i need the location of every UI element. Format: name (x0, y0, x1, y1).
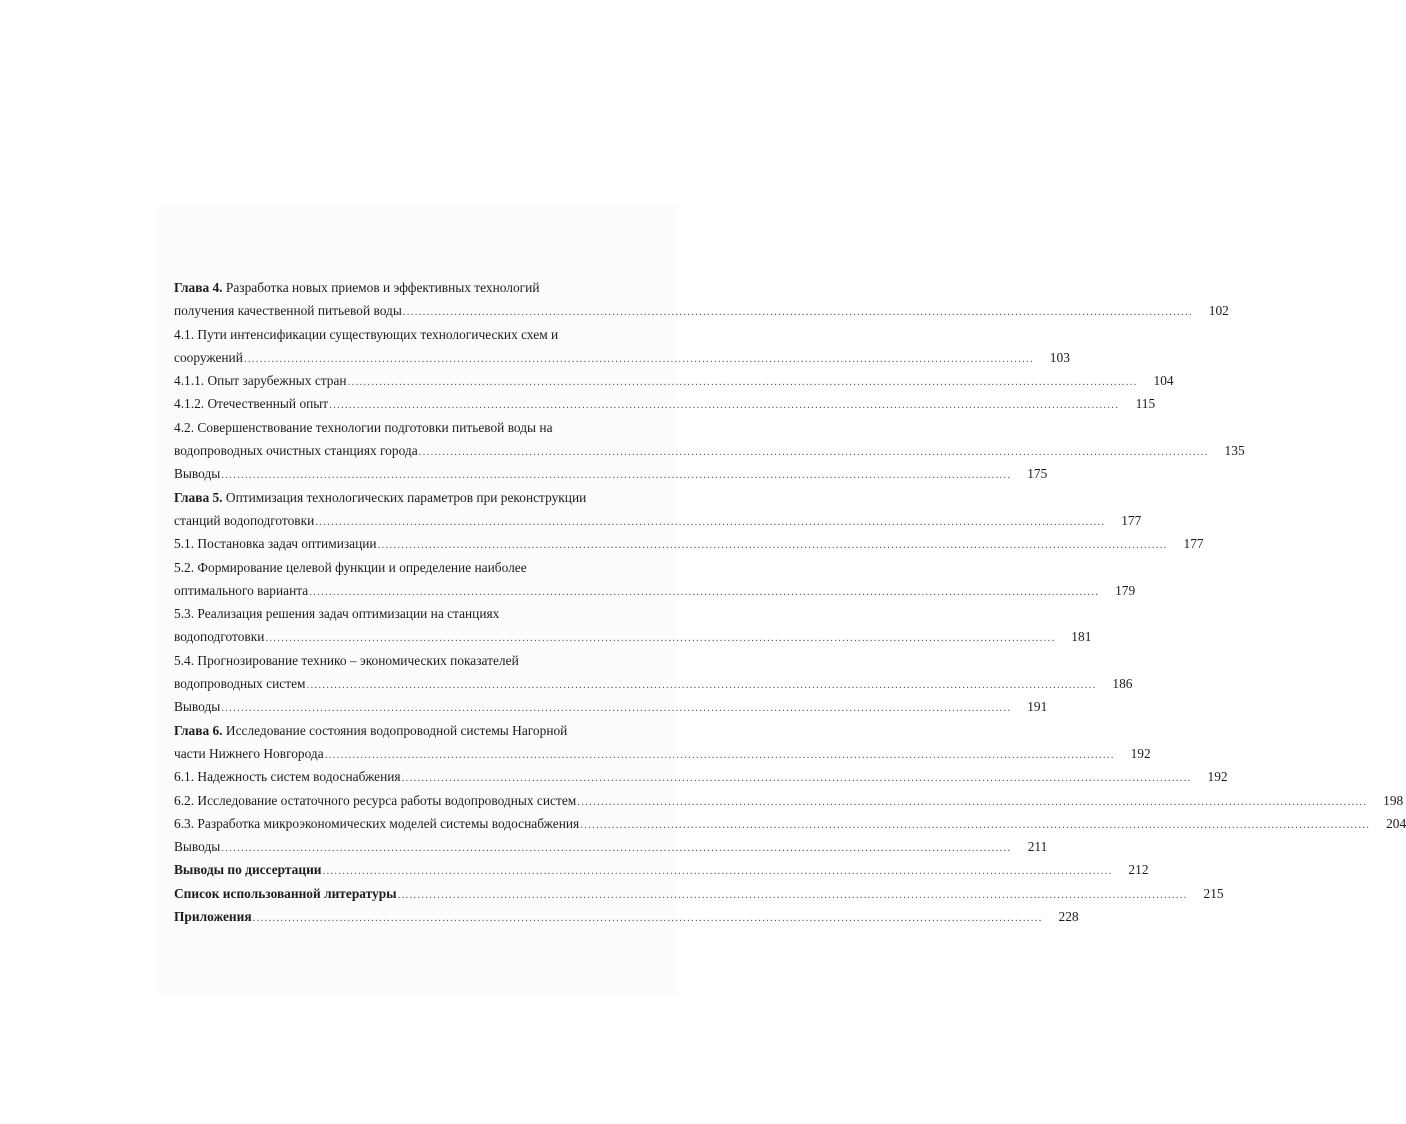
toc-entry (174, 346, 1070, 369)
toc-entry (174, 789, 1404, 812)
toc-entry-text: оптимального варианта (174, 582, 309, 598)
dot-leader: ........................................................................................................................................................................................................ (322, 865, 1113, 878)
toc-entry-title (174, 695, 220, 718)
toc-page-number: 228 (1058, 909, 1079, 925)
toc-entry (174, 416, 640, 439)
toc-page-number: 175 (1027, 466, 1048, 482)
toc-entry (174, 695, 1048, 718)
dot-leader: ........................................................................................................................................................................................................ (252, 912, 1043, 925)
toc-entry-title (174, 299, 402, 322)
toc-entry-title (174, 858, 322, 881)
toc-entry (174, 602, 640, 625)
toc-page-number: 104 (1153, 373, 1174, 389)
toc-entry (174, 765, 1228, 788)
toc-entry-title (174, 276, 540, 299)
toc-entry-title (174, 719, 567, 742)
toc-entry-text: 6.1. Надежность систем водоснабжения (174, 769, 401, 785)
toc-page-number: 181 (1071, 629, 1092, 645)
toc-entry-text: Разработка новых приемов и эффективных технологий (222, 280, 540, 295)
toc-entry-title (174, 416, 553, 439)
toc-entry-title (174, 649, 519, 672)
toc-entry (174, 276, 640, 299)
toc-page-number: 191 (1027, 699, 1048, 715)
toc-entry (174, 556, 640, 579)
toc-entry (174, 882, 1224, 905)
dot-leader: ........................................................................................................................................................................................................ (397, 888, 1188, 901)
toc-entry (174, 323, 640, 346)
toc-entry-title (174, 486, 586, 509)
toc-page-number: 211 (1027, 839, 1048, 855)
table-of-contents (174, 276, 1406, 928)
dot-leader: ........................................................................................................................................................................................................ (418, 446, 1209, 459)
dot-leader: ........................................................................................................................................................................................................ (329, 399, 1120, 412)
toc-entry-title (174, 765, 401, 788)
toc-entry-text: 4.1.2. Отечественный опыт (174, 396, 329, 412)
toc-entry-bold-label: Приложения (174, 909, 252, 925)
toc-entry-title (174, 392, 328, 415)
toc-entry-text: получения качественной питьевой воды (174, 303, 402, 319)
toc-entry (174, 719, 640, 742)
toc-page-number: 103 (1049, 349, 1070, 365)
toc-page-number: 135 (1224, 443, 1245, 459)
dot-leader: ........................................................................................................................................................................................................ (377, 539, 1168, 552)
toc-page-number: 212 (1128, 862, 1149, 878)
toc-entry-text: 5.2. Формирование целевой функции и определение наиболее (174, 559, 527, 575)
dot-leader: ........................................................................................................................................................................................................ (221, 702, 1012, 715)
toc-entry-text: водопроводных очистных станциях города (174, 443, 418, 459)
toc-page-number: 179 (1115, 582, 1136, 598)
toc-entry (174, 812, 1406, 835)
toc-entry-title (174, 789, 576, 812)
toc-entry-text: 4.1. Пути интенсификации существующих технологических схем и (174, 326, 559, 342)
dot-leader: ........................................................................................................................................................................................................ (309, 585, 1100, 598)
dot-leader: ........................................................................................................................................................................................................ (315, 515, 1106, 528)
toc-entry-title (174, 579, 308, 602)
dot-leader: ........................................................................................................................................................................................................ (306, 679, 1097, 692)
dot-leader: ........................................................................................................................................................................................................ (221, 469, 1012, 482)
toc-entry-title (174, 439, 418, 462)
toc-entry-title (174, 812, 579, 835)
toc-entry (174, 579, 1136, 602)
toc-entry-text: Исследование состояния водопроводной системы Нагорной (222, 722, 568, 738)
toc-entry (174, 672, 1133, 695)
toc-page-number: 177 (1121, 512, 1142, 528)
dot-leader: ........................................................................................................................................................................................................ (265, 632, 1056, 645)
toc-entry (174, 392, 1156, 415)
toc-entry (174, 858, 1149, 881)
dot-leader: ........................................................................................................................................................................................................ (580, 818, 1371, 831)
toc-entry-text: водопроводных систем (174, 676, 306, 692)
toc-entry (174, 649, 640, 672)
toc-entry-title (174, 672, 306, 695)
toc-entry (174, 299, 1229, 322)
toc-entry-title (174, 369, 347, 392)
toc-entry-text: Выводы (174, 466, 221, 482)
toc-entry-title (174, 882, 397, 905)
toc-entry-title (174, 509, 314, 532)
toc-entry-text: части Нижнего Новгорода (174, 745, 324, 761)
toc-entry-title (174, 742, 324, 765)
toc-entry-text: Выводы (174, 839, 221, 855)
toc-entry-bold-label: Глава 5. (174, 489, 223, 505)
toc-entry-title (174, 556, 527, 579)
toc-entry-title (174, 905, 252, 928)
toc-page-number: 115 (1135, 396, 1156, 412)
toc-page-number: 192 (1207, 769, 1228, 785)
toc-entry-text: Оптимизация технологических параметров при реконструкции (222, 489, 587, 505)
toc-entry-title (174, 323, 558, 346)
toc-entry-title (174, 346, 243, 369)
toc-entry (174, 486, 640, 509)
toc-entry-text: 5.3. Реализация решения задач оптимизации на станциях (174, 606, 500, 622)
toc-entry-text: 4.1.1. Опыт зарубежных стран (174, 373, 347, 389)
dot-leader: ........................................................................................................................................................................................................ (401, 772, 1192, 785)
dot-leader: ........................................................................................................................................................................................................ (402, 306, 1193, 319)
toc-entry (174, 905, 1079, 928)
toc-page-number: 102 (1208, 303, 1229, 319)
toc-entry-text: сооружений (174, 349, 243, 365)
toc-entry (174, 462, 1048, 485)
toc-entry-text: водоподготовки (174, 629, 265, 645)
toc-entry-title (174, 602, 499, 625)
toc-entry-text: 6.3. Разработка микроэкономических моделей системы водоснабжения (174, 815, 580, 831)
toc-page-number: 177 (1183, 536, 1204, 552)
dot-leader: ........................................................................................................................................................................................................ (347, 376, 1138, 389)
toc-entry (174, 509, 1142, 532)
toc-entry-bold-label: Глава 4. (174, 280, 223, 295)
toc-page-number: 204 (1386, 815, 1406, 831)
dot-leader: ........................................................................................................................................................................................................ (577, 795, 1368, 808)
dot-leader: ........................................................................................................................................................................................................ (221, 842, 1012, 855)
toc-page-number: 192 (1130, 745, 1151, 761)
toc-entry-text: 6.2. Исследование остаточного ресурса работы водопроводных систем (174, 792, 577, 808)
toc-entry-bold-label: Выводы по диссертации (174, 862, 322, 878)
toc-entry-title (174, 462, 220, 485)
toc-entry (174, 742, 1151, 765)
toc-entry-title (174, 625, 264, 648)
toc-entry-text: 5.4. Прогнозирование технико – экономических показателей (174, 652, 519, 668)
toc-entry (174, 625, 1092, 648)
toc-entry (174, 369, 1174, 392)
toc-page-number: 215 (1203, 885, 1224, 901)
toc-page-number: 198 (1383, 792, 1404, 808)
toc-entry-title (174, 532, 377, 555)
toc-entry (174, 532, 1204, 555)
toc-entry-text: 4.2. Совершенствование технологии подготовки питьевой воды на (174, 419, 553, 435)
dot-leader: ........................................................................................................................................................................................................ (243, 352, 1034, 365)
toc-entry-text: 5.1. Постановка задач оптимизации (174, 536, 377, 552)
toc-entry-title (174, 835, 220, 858)
toc-entry (174, 835, 1048, 858)
toc-entry (174, 439, 1245, 462)
toc-entry-bold-label: Глава 6. (174, 722, 223, 738)
toc-entry-text: Выводы (174, 699, 221, 715)
toc-entry-text: станций водоподготовки (174, 512, 315, 528)
toc-entry-bold-label: Список использованной литературы (174, 885, 397, 901)
toc-page-number: 186 (1112, 676, 1133, 692)
dot-leader: ........................................................................................................................................................................................................ (324, 748, 1115, 761)
